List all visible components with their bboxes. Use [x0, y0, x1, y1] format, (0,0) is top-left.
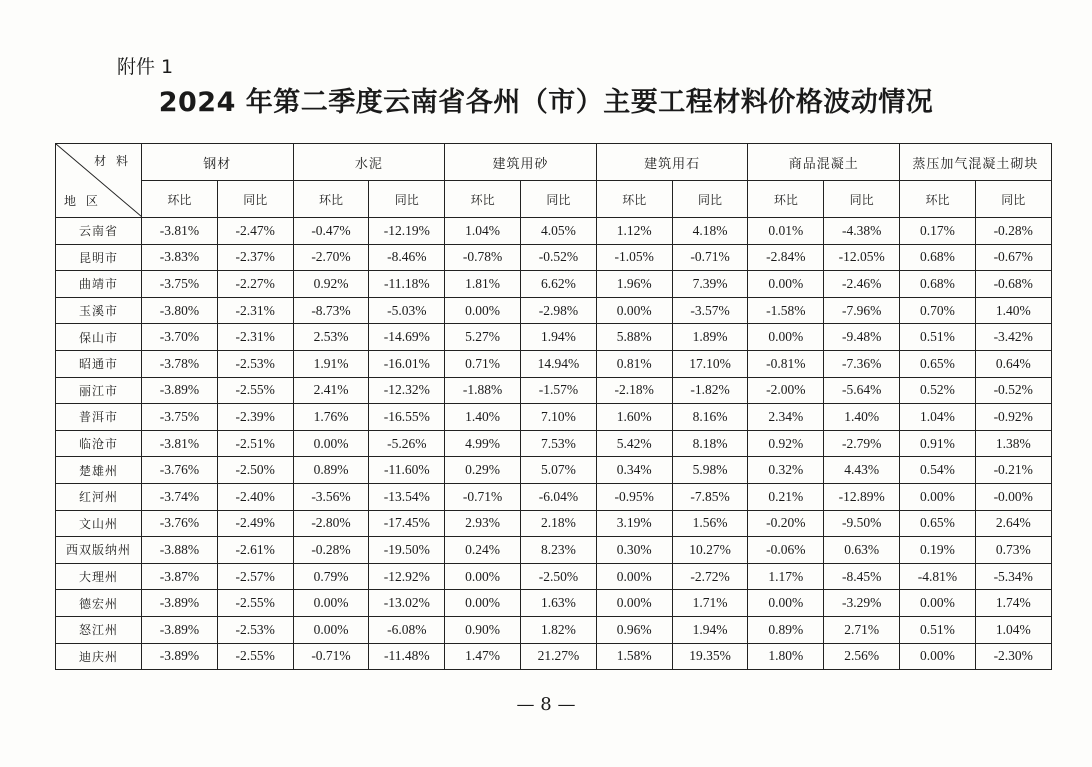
region-cell: 怒江州: [56, 616, 142, 643]
material-header: 蒸压加气混凝土砌块: [900, 144, 1052, 181]
value-cell: 1.91%: [293, 350, 369, 377]
value-cell: -0.68%: [975, 271, 1051, 298]
value-cell: -0.52%: [521, 244, 597, 271]
value-cell: -1.57%: [521, 377, 597, 404]
value-cell: 1.94%: [672, 616, 748, 643]
value-cell: -11.18%: [369, 271, 445, 298]
value-cell: 4.18%: [672, 218, 748, 245]
value-cell: -14.69%: [369, 324, 445, 351]
value-cell: -5.03%: [369, 297, 445, 324]
value-cell: -6.04%: [521, 483, 597, 510]
value-cell: 0.00%: [900, 483, 976, 510]
value-cell: -16.55%: [369, 404, 445, 431]
value-cell: 0.65%: [900, 510, 976, 537]
value-cell: 5.98%: [672, 457, 748, 484]
value-cell: 0.00%: [748, 271, 824, 298]
value-cell: -3.29%: [824, 590, 900, 617]
value-cell: 0.34%: [596, 457, 672, 484]
value-cell: -0.71%: [293, 643, 369, 670]
value-cell: 0.51%: [900, 324, 976, 351]
value-cell: -5.26%: [369, 430, 445, 457]
value-cell: 1.76%: [293, 404, 369, 431]
value-cell: 1.58%: [596, 643, 672, 670]
value-cell: -2.49%: [217, 510, 293, 537]
value-cell: 0.54%: [900, 457, 976, 484]
value-cell: -3.87%: [142, 563, 218, 590]
mom-header: 环比: [596, 181, 672, 218]
value-cell: -1.05%: [596, 244, 672, 271]
material-header: 建筑用砂: [445, 144, 597, 181]
table-row: [56, 430, 1052, 457]
value-cell: 2.18%: [521, 510, 597, 537]
yoy-header: 同比: [521, 181, 597, 218]
value-cell: -5.34%: [975, 563, 1051, 590]
value-cell: -2.79%: [824, 430, 900, 457]
corner-material-label: 材 料: [94, 154, 131, 168]
value-cell: -3.76%: [142, 510, 218, 537]
value-cell: 1.17%: [748, 563, 824, 590]
mom-header: 环比: [142, 181, 218, 218]
value-cell: 0.64%: [975, 350, 1051, 377]
value-cell: 5.27%: [445, 324, 521, 351]
value-cell: 1.38%: [975, 430, 1051, 457]
material-header: 钢材: [142, 144, 294, 181]
yoy-header: 同比: [672, 181, 748, 218]
region-cell: 玉溪市: [56, 297, 142, 324]
value-cell: 0.17%: [900, 218, 976, 245]
table-row: [56, 590, 1052, 617]
region-cell: 迪庆州: [56, 643, 142, 670]
table-row: [56, 297, 1052, 324]
value-cell: -3.89%: [142, 377, 218, 404]
value-cell: -0.00%: [975, 483, 1051, 510]
value-cell: 1.04%: [445, 218, 521, 245]
value-cell: 0.96%: [596, 616, 672, 643]
value-cell: 1.40%: [445, 404, 521, 431]
value-cell: 21.27%: [521, 643, 597, 670]
material-header: 商品混凝土: [748, 144, 900, 181]
value-cell: -2.46%: [824, 271, 900, 298]
value-cell: 0.24%: [445, 537, 521, 564]
value-cell: -4.38%: [824, 218, 900, 245]
value-cell: -11.48%: [369, 643, 445, 670]
value-cell: 2.71%: [824, 616, 900, 643]
value-cell: 2.64%: [975, 510, 1051, 537]
value-cell: 7.53%: [521, 430, 597, 457]
value-cell: 0.68%: [900, 244, 976, 271]
mom-header: 环比: [445, 181, 521, 218]
table-row: [56, 244, 1052, 271]
value-cell: 2.93%: [445, 510, 521, 537]
value-cell: -6.08%: [369, 616, 445, 643]
value-cell: 1.89%: [672, 324, 748, 351]
table-row: [56, 563, 1052, 590]
value-cell: -2.39%: [217, 404, 293, 431]
table-row: [56, 616, 1052, 643]
value-cell: 0.00%: [900, 643, 976, 670]
value-cell: 4.05%: [521, 218, 597, 245]
value-cell: -0.06%: [748, 537, 824, 564]
region-cell: 西双版纳州: [56, 537, 142, 564]
region-cell: 德宏州: [56, 590, 142, 617]
mom-header: 环比: [293, 181, 369, 218]
value-cell: -0.21%: [975, 457, 1051, 484]
value-cell: 6.62%: [521, 271, 597, 298]
value-cell: 1.60%: [596, 404, 672, 431]
value-cell: -12.05%: [824, 244, 900, 271]
region-cell: 保山市: [56, 324, 142, 351]
value-cell: 1.81%: [445, 271, 521, 298]
value-cell: -3.83%: [142, 244, 218, 271]
value-cell: 0.00%: [293, 590, 369, 617]
value-cell: -2.50%: [217, 457, 293, 484]
mom-header: 环比: [748, 181, 824, 218]
value-cell: 0.91%: [900, 430, 976, 457]
value-cell: 1.04%: [975, 616, 1051, 643]
value-cell: 0.00%: [293, 430, 369, 457]
value-cell: -2.50%: [521, 563, 597, 590]
price-fluctuation-table: [55, 143, 1052, 670]
value-cell: 0.00%: [748, 324, 824, 351]
value-cell: -2.00%: [748, 377, 824, 404]
value-cell: 0.92%: [748, 430, 824, 457]
value-cell: 8.16%: [672, 404, 748, 431]
value-cell: 0.70%: [900, 297, 976, 324]
value-cell: 0.00%: [596, 563, 672, 590]
table-row: [56, 377, 1052, 404]
value-cell: 1.74%: [975, 590, 1051, 617]
value-cell: -0.78%: [445, 244, 521, 271]
region-cell: 红河州: [56, 483, 142, 510]
corner-region-label: 地 区: [64, 194, 101, 208]
value-cell: -0.47%: [293, 218, 369, 245]
value-cell: -2.72%: [672, 563, 748, 590]
value-cell: -3.80%: [142, 297, 218, 324]
value-cell: 0.00%: [293, 616, 369, 643]
value-cell: -3.76%: [142, 457, 218, 484]
value-cell: 1.40%: [975, 297, 1051, 324]
value-cell: -2.30%: [975, 643, 1051, 670]
value-cell: -2.31%: [217, 324, 293, 351]
value-cell: 10.27%: [672, 537, 748, 564]
value-cell: 1.80%: [748, 643, 824, 670]
value-cell: -11.60%: [369, 457, 445, 484]
value-cell: 1.56%: [672, 510, 748, 537]
value-cell: 3.19%: [596, 510, 672, 537]
value-cell: 5.07%: [521, 457, 597, 484]
value-cell: 0.68%: [900, 271, 976, 298]
region-cell: 丽江市: [56, 377, 142, 404]
mom-header: 环比: [900, 181, 976, 218]
value-cell: 17.10%: [672, 350, 748, 377]
value-cell: -2.27%: [217, 271, 293, 298]
value-cell: -0.28%: [293, 537, 369, 564]
region-cell: 大理州: [56, 563, 142, 590]
value-cell: -0.81%: [748, 350, 824, 377]
value-cell: -3.75%: [142, 271, 218, 298]
value-cell: -12.92%: [369, 563, 445, 590]
region-cell: 普洱市: [56, 404, 142, 431]
material-header: 水泥: [293, 144, 445, 181]
value-cell: -1.58%: [748, 297, 824, 324]
table-row: [56, 510, 1052, 537]
value-cell: 0.51%: [900, 616, 976, 643]
value-cell: -12.89%: [824, 483, 900, 510]
value-cell: 1.40%: [824, 404, 900, 431]
value-cell: -2.53%: [217, 350, 293, 377]
value-cell: -2.70%: [293, 244, 369, 271]
value-cell: -2.37%: [217, 244, 293, 271]
value-cell: -3.81%: [142, 430, 218, 457]
page-title: 2024 年第二季度云南省各州（市）主要工程材料价格波动情况: [158, 87, 934, 118]
material-header-row: [56, 144, 1052, 181]
value-cell: 0.63%: [824, 537, 900, 564]
value-cell: -1.82%: [672, 377, 748, 404]
value-cell: -3.74%: [142, 483, 218, 510]
value-cell: -7.96%: [824, 297, 900, 324]
value-cell: -3.88%: [142, 537, 218, 564]
region-cell: 曲靖市: [56, 271, 142, 298]
value-cell: -3.70%: [142, 324, 218, 351]
value-cell: -3.57%: [672, 297, 748, 324]
value-cell: 0.01%: [748, 218, 824, 245]
value-cell: -0.52%: [975, 377, 1051, 404]
region-cell: 文山州: [56, 510, 142, 537]
table-body: [56, 218, 1052, 670]
value-cell: 0.79%: [293, 563, 369, 590]
page-number: — 8 —: [516, 694, 576, 715]
table-row: [56, 350, 1052, 377]
value-cell: 0.00%: [445, 590, 521, 617]
value-cell: 7.10%: [521, 404, 597, 431]
region-cell: 楚雄州: [56, 457, 142, 484]
value-cell: 1.94%: [521, 324, 597, 351]
value-cell: 1.96%: [596, 271, 672, 298]
value-cell: -13.02%: [369, 590, 445, 617]
value-cell: -2.55%: [217, 590, 293, 617]
yoy-header: 同比: [824, 181, 900, 218]
value-cell: 0.71%: [445, 350, 521, 377]
value-cell: 0.30%: [596, 537, 672, 564]
value-cell: -4.81%: [900, 563, 976, 590]
value-cell: -3.75%: [142, 404, 218, 431]
value-cell: 0.81%: [596, 350, 672, 377]
value-cell: -16.01%: [369, 350, 445, 377]
value-cell: -0.95%: [596, 483, 672, 510]
value-cell: 0.00%: [748, 590, 824, 617]
value-cell: 0.19%: [900, 537, 976, 564]
value-cell: 1.71%: [672, 590, 748, 617]
value-cell: -8.45%: [824, 563, 900, 590]
value-cell: 0.00%: [596, 297, 672, 324]
table-row: [56, 218, 1052, 245]
value-cell: 14.94%: [521, 350, 597, 377]
value-cell: 19.35%: [672, 643, 748, 670]
table-row: [56, 271, 1052, 298]
value-cell: -2.47%: [217, 218, 293, 245]
value-cell: 0.32%: [748, 457, 824, 484]
value-cell: -2.53%: [217, 616, 293, 643]
value-cell: -9.48%: [824, 324, 900, 351]
value-cell: -3.89%: [142, 643, 218, 670]
value-cell: -2.57%: [217, 563, 293, 590]
value-cell: 1.12%: [596, 218, 672, 245]
value-cell: 0.00%: [900, 590, 976, 617]
region-cell: 临沧市: [56, 430, 142, 457]
value-cell: 2.53%: [293, 324, 369, 351]
table-row: [56, 483, 1052, 510]
value-cell: -7.85%: [672, 483, 748, 510]
value-cell: 0.00%: [445, 563, 521, 590]
value-cell: 2.34%: [748, 404, 824, 431]
value-cell: -13.54%: [369, 483, 445, 510]
value-cell: -2.80%: [293, 510, 369, 537]
value-cell: 5.42%: [596, 430, 672, 457]
table-row: [56, 404, 1052, 431]
value-cell: 0.00%: [445, 297, 521, 324]
value-cell: 1.82%: [521, 616, 597, 643]
value-cell: 0.92%: [293, 271, 369, 298]
value-cell: -2.84%: [748, 244, 824, 271]
value-cell: 0.52%: [900, 377, 976, 404]
attachment-label: 附件 1: [117, 56, 174, 78]
value-cell: 8.23%: [521, 537, 597, 564]
value-cell: -2.51%: [217, 430, 293, 457]
value-cell: -3.78%: [142, 350, 218, 377]
value-cell: 5.88%: [596, 324, 672, 351]
region-cell: 昆明市: [56, 244, 142, 271]
value-cell: 1.04%: [900, 404, 976, 431]
value-cell: -2.31%: [217, 297, 293, 324]
value-cell: -0.20%: [748, 510, 824, 537]
table-row: [56, 537, 1052, 564]
value-cell: 0.90%: [445, 616, 521, 643]
value-cell: 0.00%: [596, 590, 672, 617]
value-cell: -19.50%: [369, 537, 445, 564]
value-cell: -8.46%: [369, 244, 445, 271]
value-cell: -3.89%: [142, 616, 218, 643]
material-header: 建筑用石: [596, 144, 748, 181]
value-cell: 0.65%: [900, 350, 976, 377]
region-cell: 昭通市: [56, 350, 142, 377]
value-cell: 4.43%: [824, 457, 900, 484]
value-cell: -17.45%: [369, 510, 445, 537]
yoy-header: 同比: [217, 181, 293, 218]
value-cell: -7.36%: [824, 350, 900, 377]
value-cell: -12.19%: [369, 218, 445, 245]
value-cell: -2.55%: [217, 643, 293, 670]
value-cell: 4.99%: [445, 430, 521, 457]
value-cell: -2.61%: [217, 537, 293, 564]
value-cell: 0.89%: [293, 457, 369, 484]
value-cell: 1.63%: [521, 590, 597, 617]
value-cell: -0.71%: [445, 483, 521, 510]
value-cell: -8.73%: [293, 297, 369, 324]
value-cell: -1.88%: [445, 377, 521, 404]
value-cell: -0.92%: [975, 404, 1051, 431]
yoy-header: 同比: [369, 181, 445, 218]
table-row: [56, 457, 1052, 484]
value-cell: 2.56%: [824, 643, 900, 670]
value-cell: -2.18%: [596, 377, 672, 404]
value-cell: -3.81%: [142, 218, 218, 245]
value-cell: 8.18%: [672, 430, 748, 457]
value-cell: -5.64%: [824, 377, 900, 404]
value-cell: 2.41%: [293, 377, 369, 404]
value-cell: 0.89%: [748, 616, 824, 643]
value-cell: 1.47%: [445, 643, 521, 670]
value-cell: -3.56%: [293, 483, 369, 510]
value-cell: -0.67%: [975, 244, 1051, 271]
yoy-header: 同比: [975, 181, 1051, 218]
value-cell: 7.39%: [672, 271, 748, 298]
corner-header-cell: [56, 144, 142, 218]
value-cell: 0.73%: [975, 537, 1051, 564]
comparison-header-row: [56, 181, 1052, 218]
region-cell: 云南省: [56, 218, 142, 245]
value-cell: -2.98%: [521, 297, 597, 324]
value-cell: -2.55%: [217, 377, 293, 404]
value-cell: -3.42%: [975, 324, 1051, 351]
value-cell: 0.21%: [748, 483, 824, 510]
value-cell: -3.89%: [142, 590, 218, 617]
value-cell: -0.71%: [672, 244, 748, 271]
table-row: [56, 643, 1052, 670]
table-row: [56, 324, 1052, 351]
value-cell: -0.28%: [975, 218, 1051, 245]
value-cell: -12.32%: [369, 377, 445, 404]
value-cell: -9.50%: [824, 510, 900, 537]
value-cell: -2.40%: [217, 483, 293, 510]
value-cell: 0.29%: [445, 457, 521, 484]
